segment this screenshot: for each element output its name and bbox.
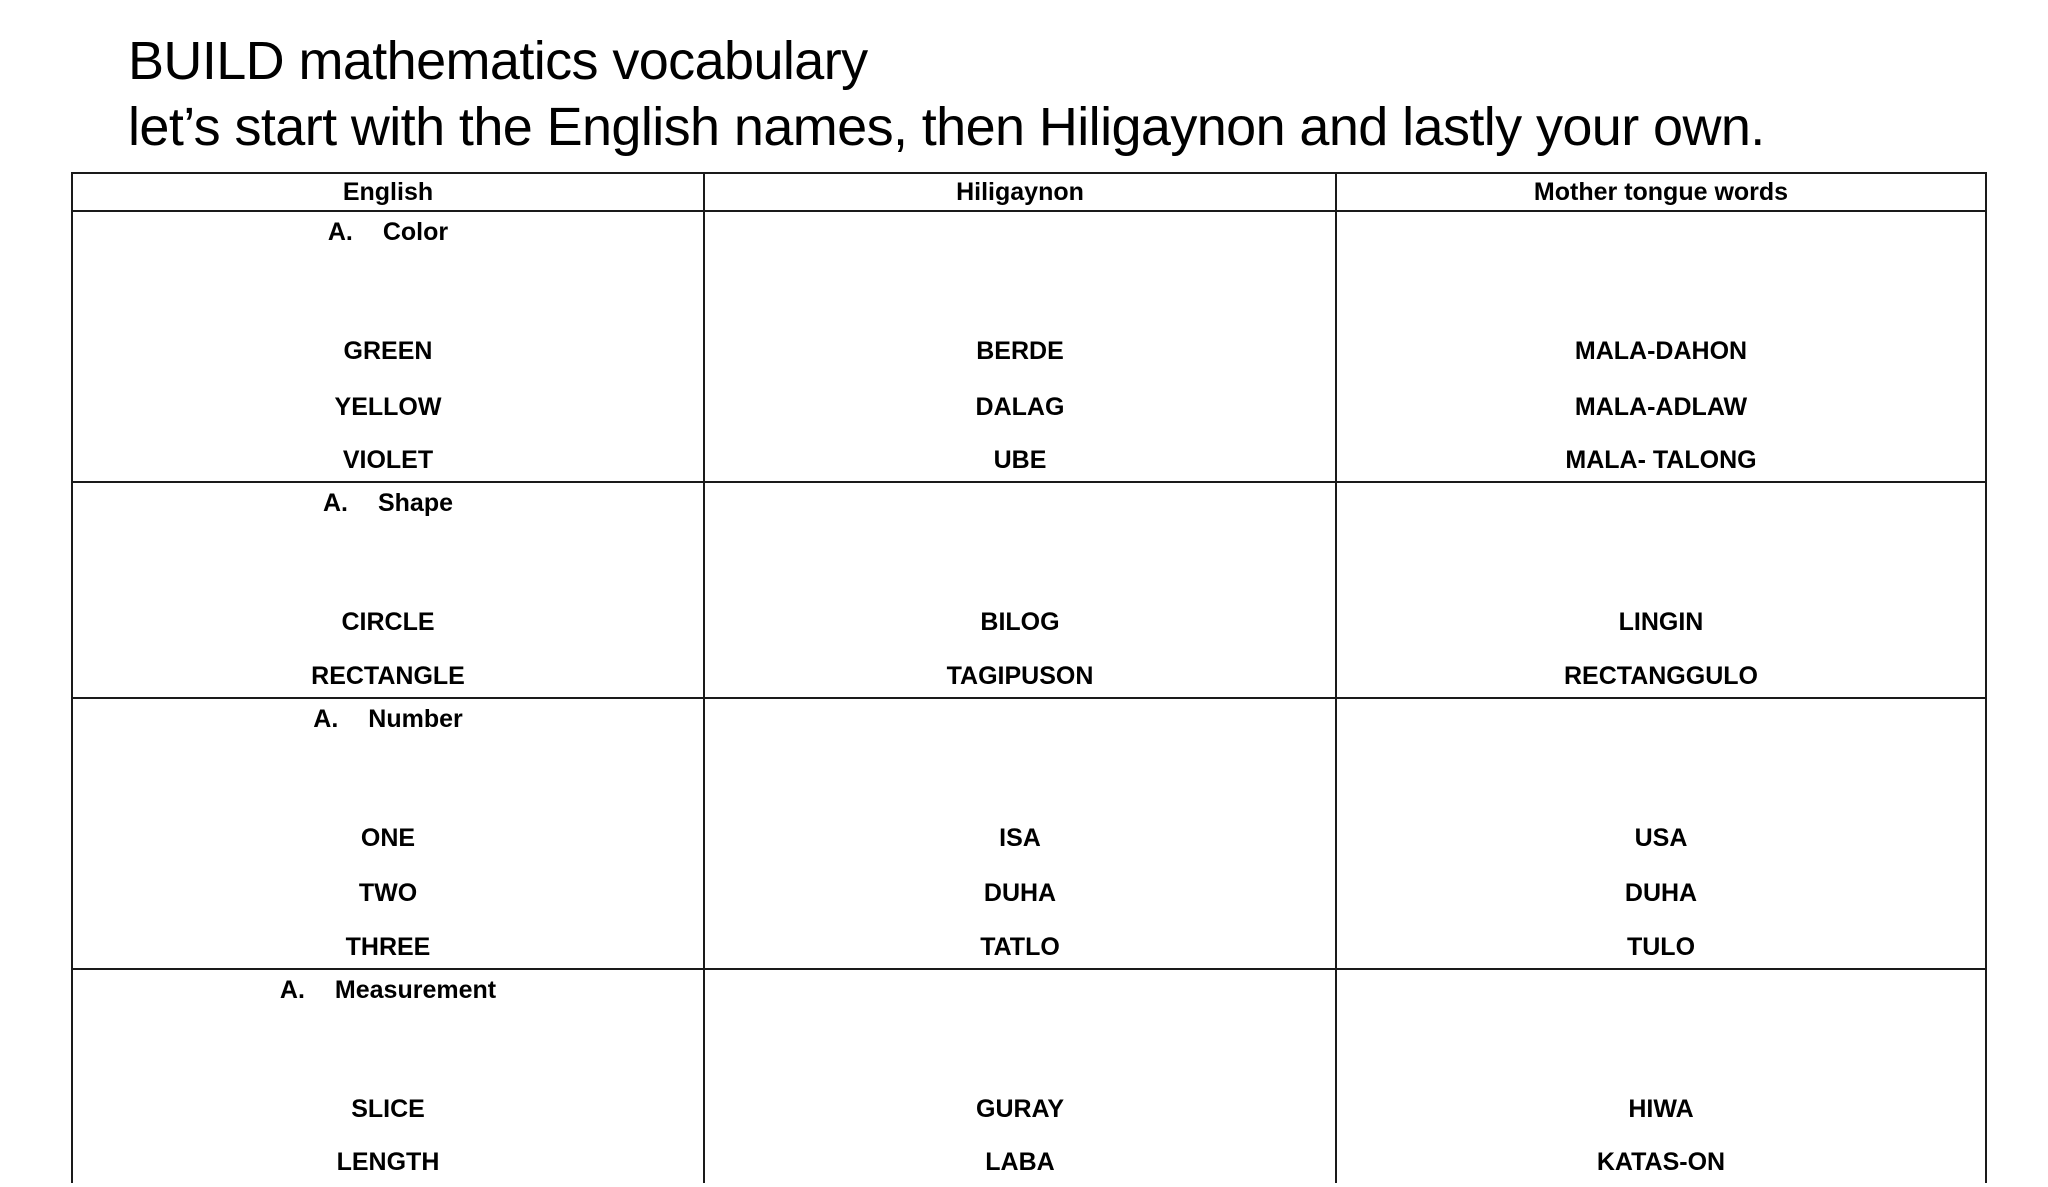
header-hiligaynon: Hiligaynon: [704, 173, 1336, 211]
english-term: YELLOW: [334, 392, 442, 421]
mother-tongue-term: MALA- TALONG: [1565, 446, 1757, 474]
mother-tongue-cell: [1336, 969, 1986, 1184]
hiligaynon-term: TATLO: [980, 932, 1060, 961]
section-title: Measurement: [334, 975, 497, 1004]
section-label: [73, 970, 703, 1010]
mother-tongue-term: USA: [1634, 823, 1688, 852]
header-row: [72, 173, 1986, 211]
section-letter: A.: [327, 218, 353, 246]
hiligaynon-term: BILOG: [980, 608, 1060, 636]
hiligaynon-cell: [704, 698, 1336, 969]
mother-tongue-term: RECTANGGULO: [1564, 661, 1758, 690]
header-english: English: [72, 173, 704, 211]
english-term: GREEN: [343, 337, 433, 365]
hiligaynon-term: DALAG: [975, 392, 1065, 421]
hiligaynon-term: UBE: [993, 446, 1047, 474]
english-term: SLICE: [351, 1094, 425, 1123]
english-term: RECTANGLE: [311, 661, 465, 690]
english-term: VIOLET: [342, 446, 434, 474]
section-row-color: [72, 211, 1986, 482]
english-term: CIRCLE: [341, 608, 435, 636]
mother-tongue-term: LINGIN: [1618, 608, 1704, 636]
section-title: Number: [368, 704, 463, 733]
section-title: Color: [382, 218, 449, 246]
mother-tongue-term: DUHA: [1624, 879, 1698, 907]
section-letter: A.: [313, 704, 339, 733]
hiligaynon-cell: [704, 482, 1336, 698]
mother-tongue-term: MALA-DAHON: [1574, 337, 1748, 365]
section-row-shape: [72, 482, 1986, 698]
hiligaynon-term: LABA: [985, 1148, 1055, 1176]
section-row-number: [72, 698, 1986, 969]
english-cell: [72, 211, 704, 482]
english-cell: [72, 482, 704, 698]
english-cell: [72, 969, 704, 1184]
section-label: [73, 483, 703, 523]
hiligaynon-cell: [704, 211, 1336, 482]
slide-title: [128, 28, 1988, 160]
section-row-measurement: [72, 969, 1986, 1184]
english-term: TWO: [358, 879, 418, 907]
section-letter: A.: [279, 975, 305, 1004]
english-cell: [72, 698, 704, 969]
section-label: [73, 699, 703, 739]
mother-tongue-term: MALA-ADLAW: [1574, 392, 1748, 421]
section-letter: A.: [322, 489, 348, 517]
english-term: ONE: [360, 823, 416, 852]
hiligaynon-cell: [704, 969, 1336, 1184]
mother-tongue-term: KATAS-ON: [1596, 1148, 1726, 1176]
mother-tongue-cell: [1336, 698, 1986, 969]
hiligaynon-term: ISA: [999, 823, 1041, 852]
mother-tongue-term: TULO: [1626, 932, 1696, 961]
section-label: [73, 212, 703, 252]
vocabulary-table: [71, 172, 1987, 1183]
english-term: LENGTH: [336, 1148, 440, 1176]
hiligaynon-term: DUHA: [983, 879, 1057, 907]
hiligaynon-term: BERDE: [976, 337, 1064, 365]
mother-tongue-term: HIWA: [1628, 1094, 1694, 1123]
title-line-1: BUILD mathematics vocabulary: [128, 31, 868, 91]
english-term: THREE: [345, 932, 431, 961]
mother-tongue-cell: [1336, 211, 1986, 482]
section-title: Shape: [377, 489, 454, 517]
header-mother-tongue: Mother tongue words: [1336, 173, 1986, 211]
hiligaynon-term: GURAY: [976, 1094, 1064, 1123]
mother-tongue-cell: [1336, 482, 1986, 698]
hiligaynon-term: TAGIPUSON: [946, 661, 1094, 690]
title-line-2: let’s start with the English names, then Hiligaynon and lastly your own.: [128, 97, 1765, 157]
